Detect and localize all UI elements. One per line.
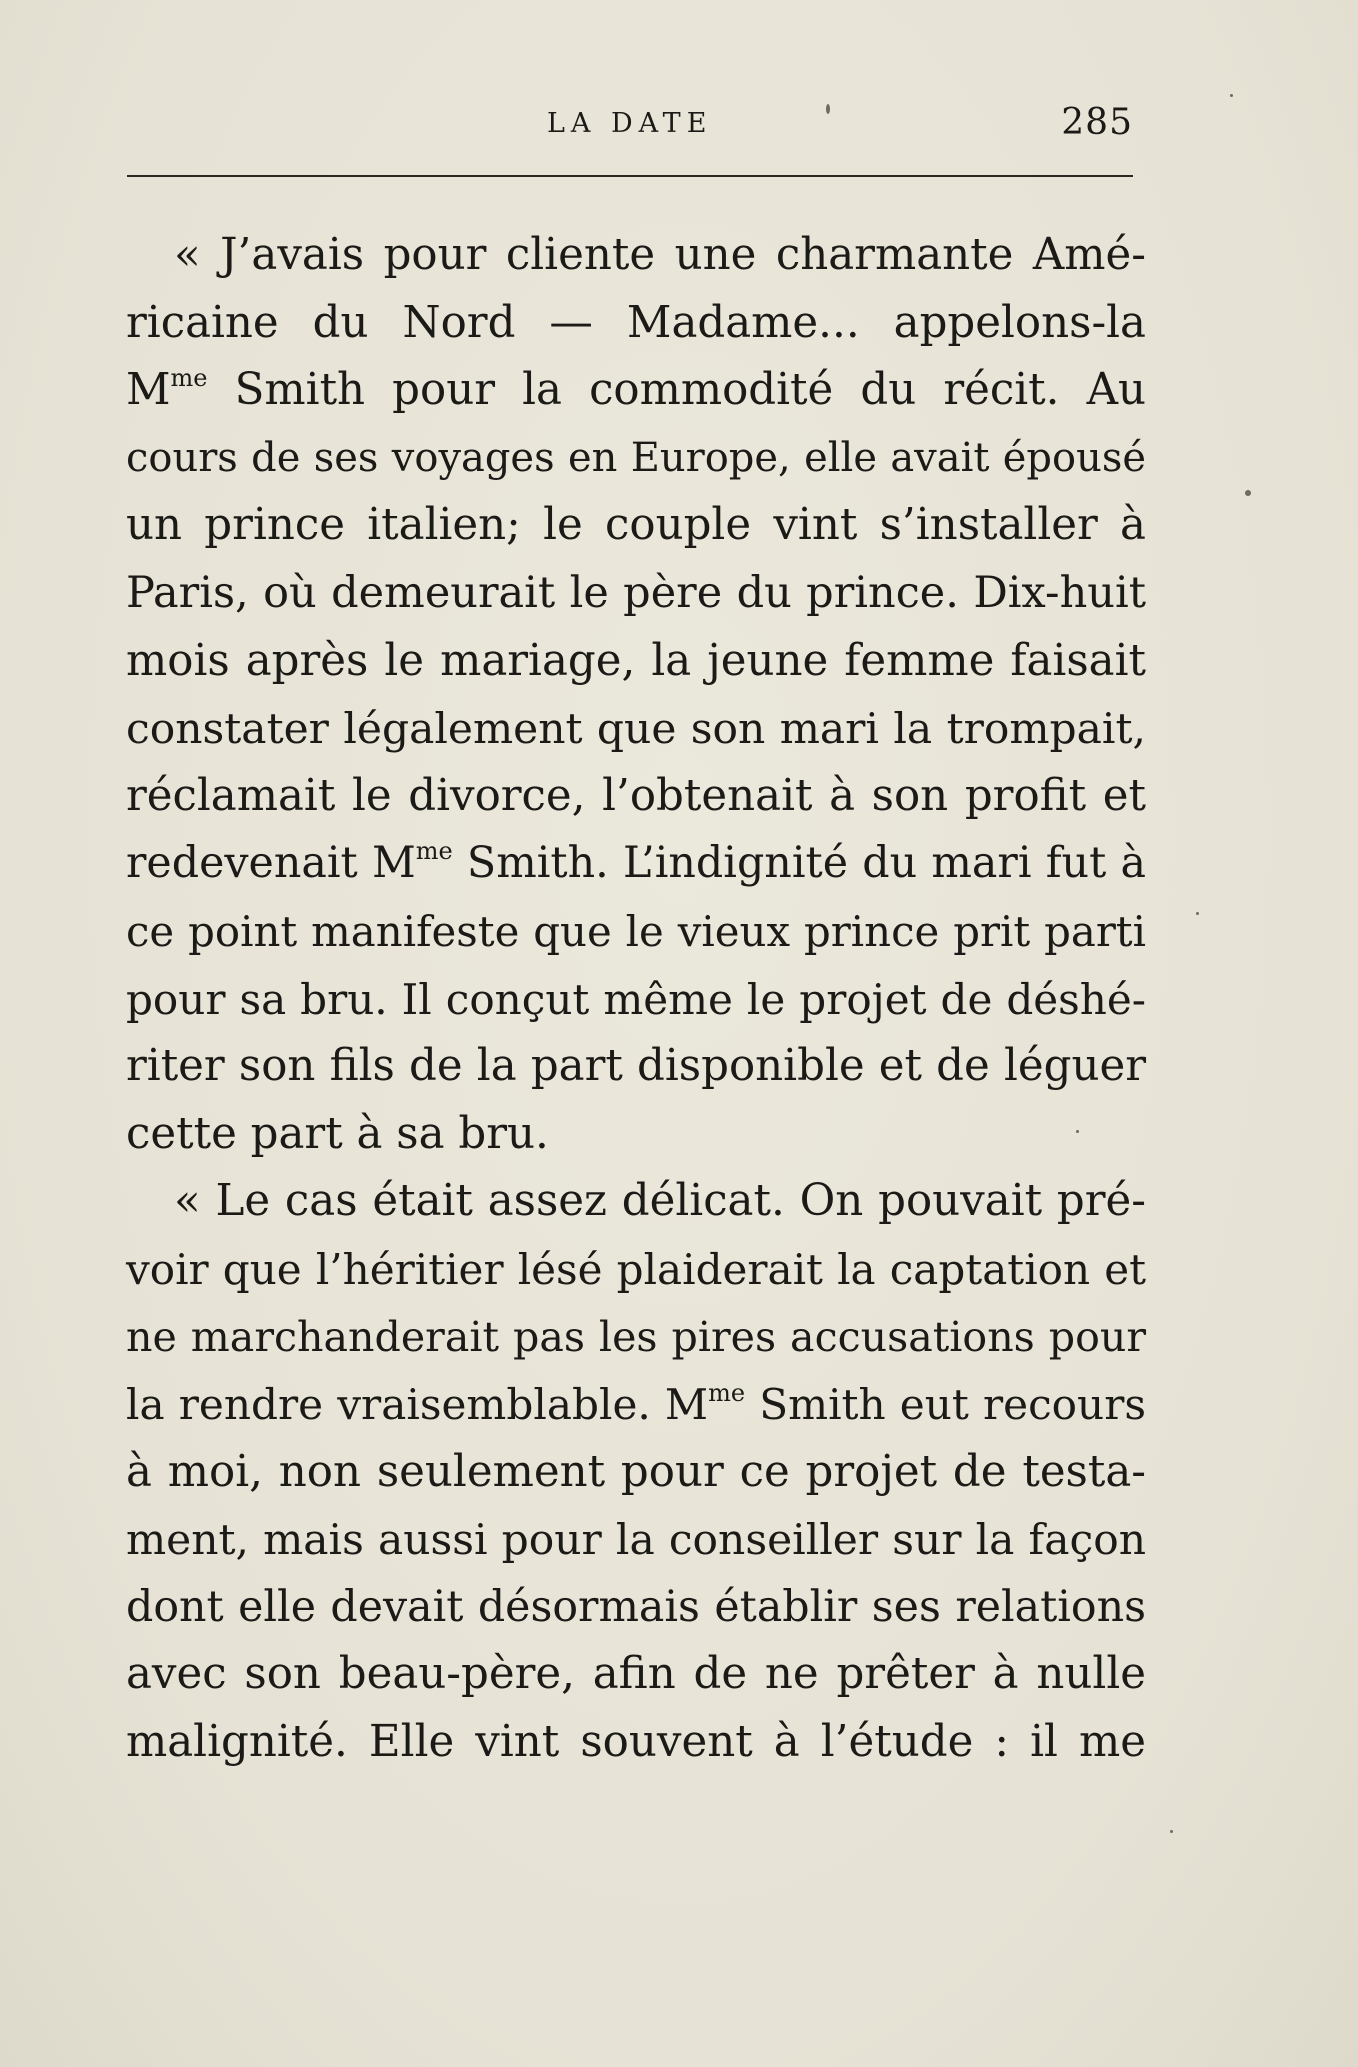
text-line: mois après le mariage, la jeune femme faisait [126, 635, 1146, 686]
text-line: pour sa bru. Il conçut même le projet de déshé- [126, 974, 1146, 1024]
text-line: voir que l’héritier lésé plaiderait la captation et [126, 1244, 1146, 1294]
text-line: $M^{me}$ Smith pour la commodité du récit. Au [126, 364, 1146, 416]
text-line: avec son beau-père, afin de ne prêter à nulle [126, 1649, 1146, 1700]
paper-speck [1230, 94, 1233, 97]
text-line: un prince italien; le couple vint s’installer à [126, 500, 1146, 551]
text-line: la rendre vraisemblable. $M^{me}$ Smith eut recours [126, 1379, 1146, 1430]
text-line: cours de ses voyages en Europe, elle avait épousé [126, 434, 1146, 481]
text-line: ricaine du Nord — Madame... appelons-la [126, 297, 1146, 348]
text-line: ne marchanderait pas les pires accusations pour [126, 1312, 1146, 1361]
text-line: Paris, où demeurait le père du prince. Dix-huit [126, 567, 1146, 618]
text-line: dont elle devait désormais établir ses relations [126, 1581, 1146, 1632]
paper-speck [1196, 912, 1199, 915]
page-header [127, 102, 1133, 152]
paper-speck [826, 104, 830, 114]
paper-speck [1245, 490, 1251, 496]
text-line: « J’avais pour cliente une charmante Amé- [174, 230, 1146, 280]
text-line: à moi, non seulement pour ce projet de testa- [126, 1446, 1146, 1497]
body-text [126, 222, 1146, 1777]
paper-speck [1170, 1830, 1173, 1833]
page-number: 285 [1061, 102, 1133, 143]
paper-speck [1076, 1130, 1079, 1133]
text-line: constater légalement que son mari la trompait, [126, 704, 1146, 754]
running-title: LA DATE [547, 108, 713, 139]
text-line: riter son fils de la part disponible et de léguer [126, 1041, 1146, 1092]
text-line: « Le cas était assez délicat. On pouvait pré- [174, 1176, 1146, 1227]
text-line: malignité. Elle vint souvent à l’étude : il me [126, 1717, 1146, 1768]
header-rule [127, 175, 1133, 177]
text-line: cette part à sa bru. [126, 1108, 549, 1159]
text-line: redevenait $M^{me}$ Smith. L’indignité du mari fut à [126, 837, 1146, 889]
text-line: ment, mais aussi pour la conseiller sur la façon [126, 1515, 1146, 1565]
text-line: réclamait le divorce, l’obtenait à son profit et [126, 770, 1146, 821]
text-line: ce point manifeste que le vieux prince prit parti [126, 906, 1146, 956]
